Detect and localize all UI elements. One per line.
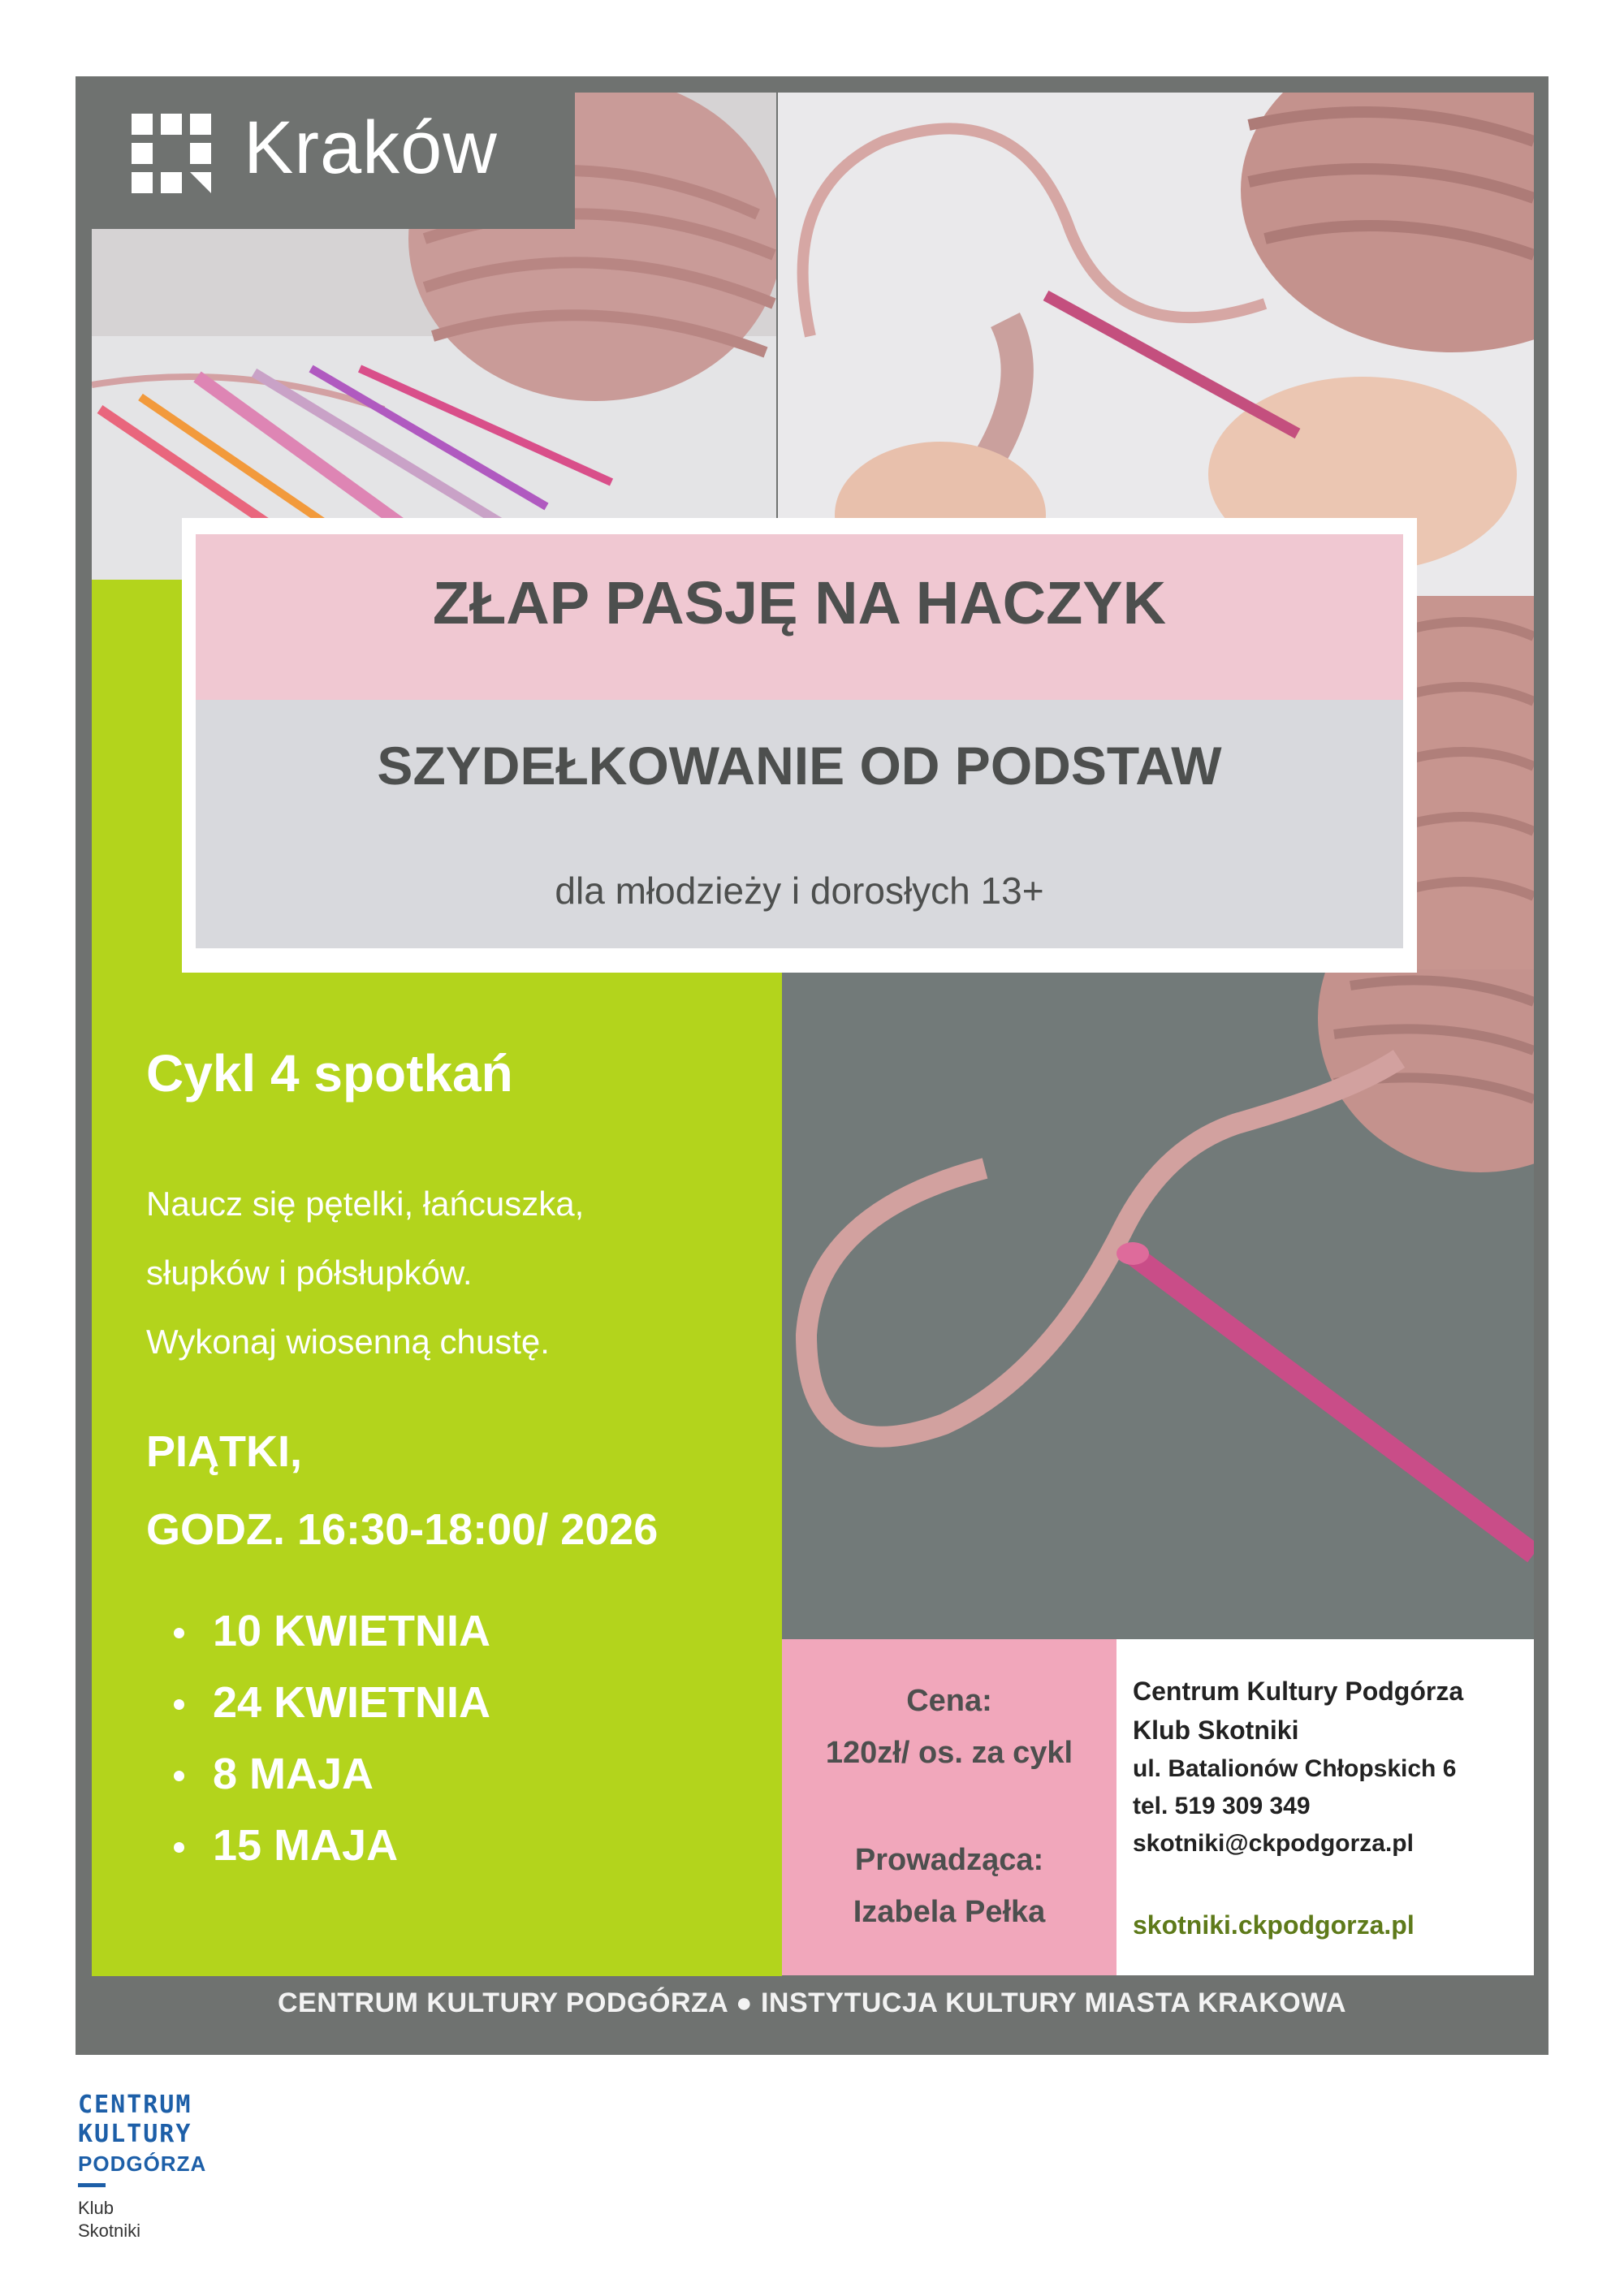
date-list [171,1595,490,1881]
schedule-hours: GODZ. 16:30-18:00/ 2026 [146,1505,659,1554]
price-label: Cena: [906,1684,992,1718]
schedule [146,1413,658,1569]
centrum-kultury-logo [78,2091,216,2242]
instructor-label: Prowadząca: [854,1843,1044,1877]
krakow-logo-text: Kraków [244,106,498,189]
cycle-heading: Cykl 4 spotkań [146,1044,513,1103]
date-item: 15 MAJA [171,1810,490,1881]
logo-line-3: PODGÓRZA [78,2151,207,2176]
contact-email: skotniki@ckpodgorza.pl [1133,1830,1414,1857]
description-line: słupków i półsłupków. [146,1254,473,1292]
date-item: 10 KWIETNIA [171,1595,490,1667]
contact-address: ul. Batalionów Chłopskich 6 [1133,1755,1457,1782]
footer-text: CENTRUM KULTURY PODGÓRZA ● INSTYTUCJA KULTURY MIASTA KRAKOWA [277,1987,1347,2018]
subtitle: SZYDEŁKOWANIE OD PODSTAW [377,736,1222,796]
program-description [146,1169,584,1376]
krakow-square-logo-icon [132,114,211,193]
contact-phone: tel. 519 309 349 [1133,1793,1311,1819]
instructor-name: Izabela Pełka [853,1895,1046,1929]
logo-club-line-2: Skotniki [78,2220,141,2241]
logo-rule [78,2183,106,2187]
contact-website: skotniki.ckpodgorza.pl [1133,1910,1415,1940]
schedule-days: PIĄTKI, [146,1427,303,1476]
logo-line-2: KULTURY [78,2120,192,2148]
logo-club-line-1: Klub [78,2198,114,2218]
contact-org: Centrum Kultury Podgórza [1133,1677,1464,1706]
price-value: 120zł/ os. za cykl [825,1736,1073,1770]
main-title: ZŁAP PASJĘ NA HACZYK [432,569,1167,637]
audience-text: dla młodzieży i dorosłych 13+ [555,870,1044,912]
description-line: Wykonaj wiosenną chustę. [146,1323,550,1361]
contact-club: Klub Skotniki [1133,1716,1299,1745]
description-line: Naucz się pętelki, łańcuszka, [146,1185,585,1223]
date-item: 24 KWIETNIA [171,1667,490,1738]
logo-line-1: CENTRUM [78,2091,192,2119]
photo-yarn-side [1413,596,1534,969]
date-item: 8 MAJA [171,1738,490,1810]
photo-hook-on-fabric [782,969,1534,1639]
